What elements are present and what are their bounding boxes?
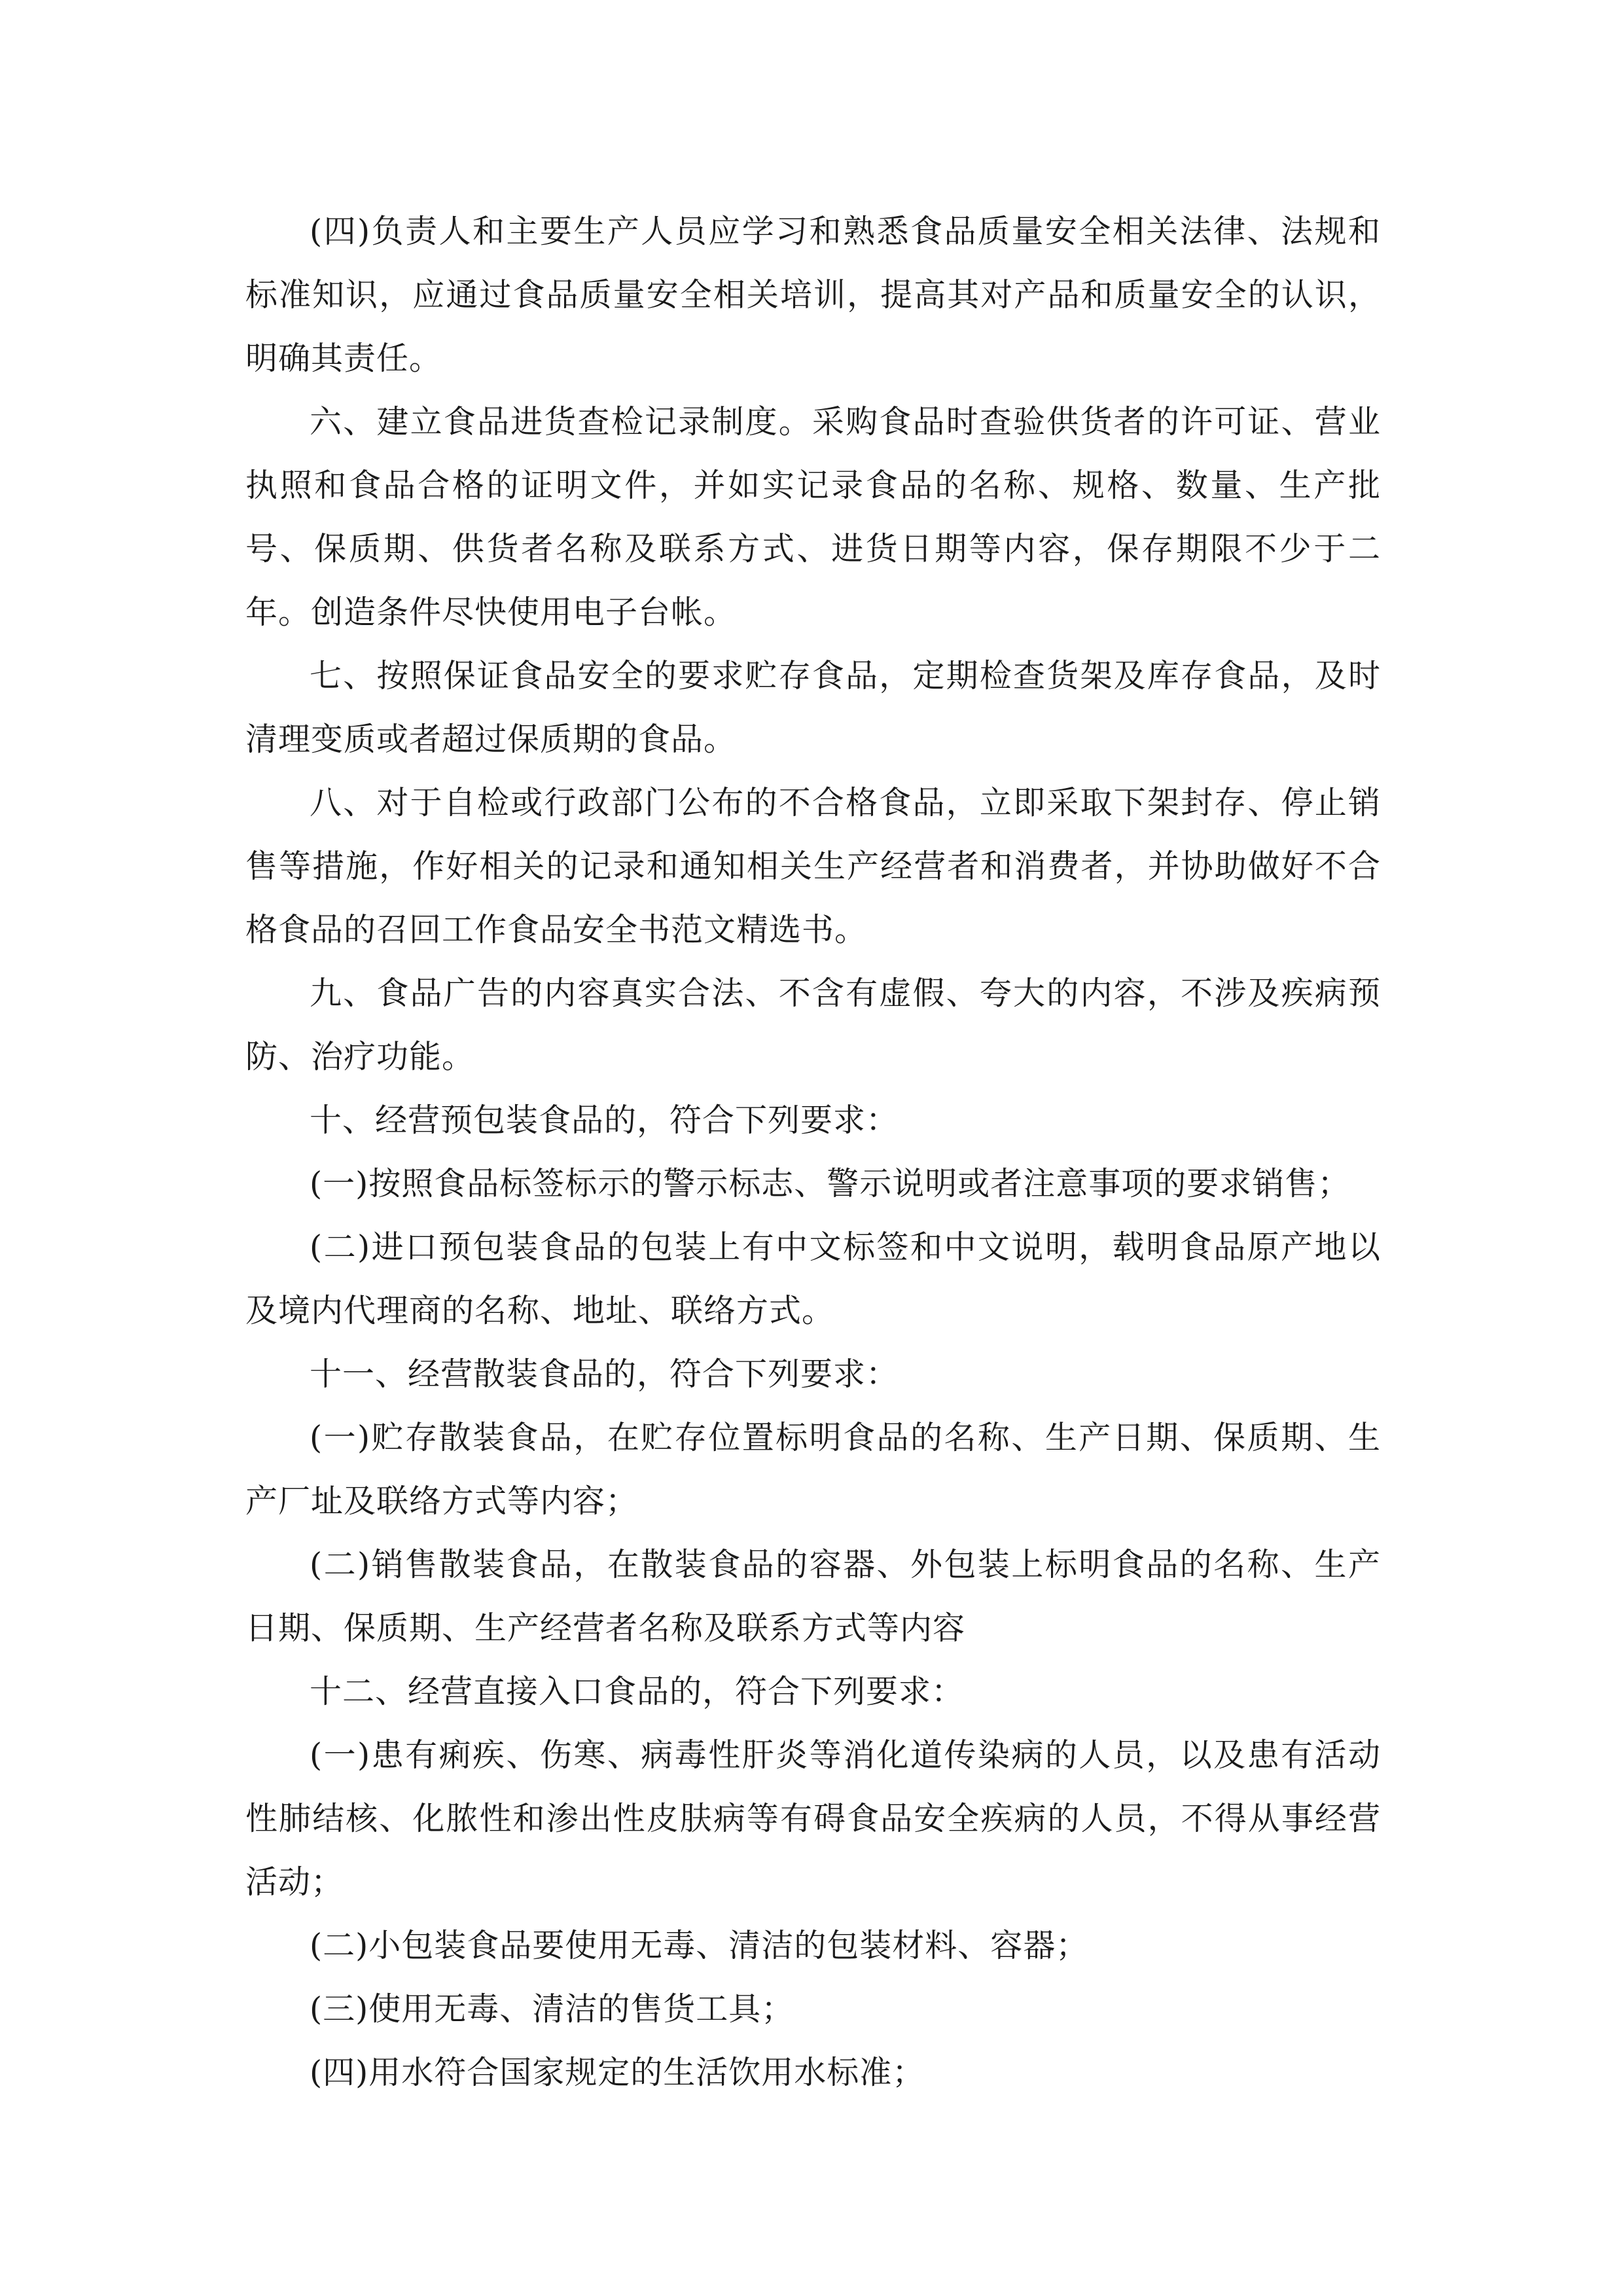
paragraph-9-advertising: 九、食品广告的内容真实合法、不含有虚假、夸大的内容，不涉及疾病预防、治疗功能。 bbox=[245, 975, 1381, 1075]
paragraph-12-1-health: (一)患有痢疾、伤寒、病毒性肝炎等消化道传染病的人员，以及患有活动性肺结核、化脓性和渗出性皮肤病等有碍食品安全疾病的人员，不得从事经营活动； bbox=[245, 1736, 1381, 1901]
paragraph-12-3-tools: (三)使用无毒、清洁的售货工具； bbox=[310, 1990, 794, 2028]
paragraph-12-direct-entry-heading: 十二、经营直接入口食品的，符合下列要求： bbox=[310, 1673, 965, 1710]
paragraph-12-2-packaging: (二)小包装食品要使用无毒、清洁的包装材料、容器； bbox=[310, 1927, 1089, 1964]
paragraph-11-1-bulk-storage: (一)贮存散装食品，在贮存位置标明食品的名称、生产日期、保质期、生产厂址及联络方式等内容； bbox=[245, 1419, 1381, 1520]
paragraph-8-unqualified-food: 八、对于自检或行政部门公布的不合格食品，立即采取下架封存、停止销售等措施，作好相关的记录和通知相关生产经营者和消费者，并协助做好不合格食品的召回工作食品安全书范文精选书。 bbox=[245, 784, 1381, 948]
paragraph-12-4-water: (四)用水符合国家规定的生活饮用水标准； bbox=[310, 2054, 925, 2091]
paragraph-10-prepackaged-heading: 十、经营预包装食品的，符合下列要求： bbox=[310, 1102, 899, 1139]
paragraph-6-purchase-inspection: 六、建立食品进货查检记录制度。采购食品时查验供货者的许可证、营业执照和食品合格的证明文件，并如实记录食品的名称、规格、数量、生产批号、保质期、供货者名称及联系方式、进货日期等内容，保存期限不少于二年。创造条件尽快使用电子台帐。 bbox=[245, 403, 1381, 631]
document-body bbox=[245, 200, 1381, 2104]
paragraph-10-2-imported: (二)进口预包装食品的包装上有中文标签和中文说明，载明食品原产地以及境内代理商的名称、地址、联络方式。 bbox=[245, 1229, 1381, 1329]
paragraph-10-1-labels: (一)按照食品标签标示的警示标志、警示说明或者注意事项的要求销售； bbox=[310, 1165, 1351, 1202]
paragraph-11-2-bulk-sales: (二)销售散装食品，在散装食品的容器、外包装上标明食品的名称、生产日期、保质期、生产经营者名称及联系方式等内容 bbox=[245, 1546, 1381, 1647]
paragraph-11-bulk-heading: 十一、经营散装食品的，符合下列要求： bbox=[310, 1355, 899, 1393]
paragraph-7-storage: 七、按照保证食品安全的要求贮存食品，定期检查货架及库存食品，及时清理变质或者超过保质期的食品。 bbox=[245, 657, 1381, 758]
paragraph-4-responsible-persons: (四)负责人和主要生产人员应学习和熟悉食品质量安全相关法律、法规和标准知识，应通过食品质量安全相关培训，提高其对产品和质量安全的认识，明确其责任。 bbox=[245, 213, 1381, 377]
